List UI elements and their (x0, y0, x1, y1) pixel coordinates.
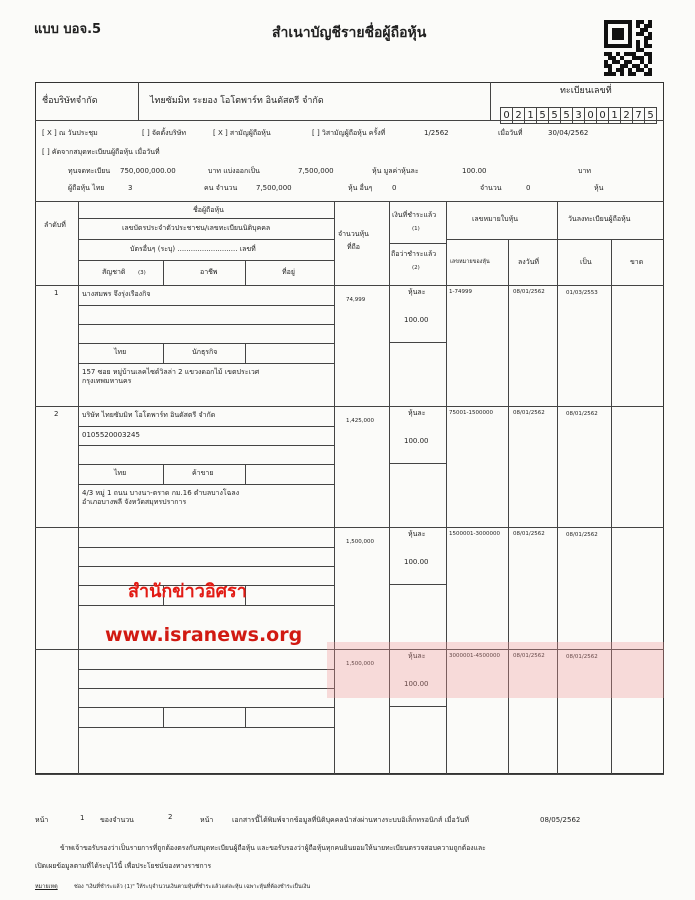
footer-certify-line1: ข้าพเจ้าขอรับรองว่าเป็นรายการที่ถูกต้องตรงกับสมุดทะเบียนผู้ถือหุ้น และขอรับรองว่าผู้ถือหุ้นทุกคนยินยอมให้นายทะเบียนตรวจสอบความถูกต้องและ (60, 844, 486, 852)
divider (78, 464, 334, 465)
per-share-value: 100.00 (404, 437, 429, 445)
header-shares-held: จำนวนหุ้น ที่ถือ (338, 230, 369, 251)
divider (78, 324, 334, 325)
divider (389, 243, 446, 244)
registration-digit: 5 (548, 107, 561, 124)
registration-date: 08/01/2562 (566, 411, 598, 417)
certificate-date: 08/01/2562 (513, 289, 545, 295)
header-share-numbers: เลขหมายใบหุ้น (472, 215, 518, 223)
other-holders-shares: 0 (526, 184, 531, 192)
footer-page-label: หน้า (35, 816, 49, 824)
watermark-url: www.isranews.org (105, 624, 303, 646)
holder-id: 0105520003245 (82, 431, 140, 439)
header-deemed-paid: ถือว่าชำระแล้ว (391, 250, 437, 258)
header-became: เป็น (580, 258, 592, 266)
option-register-copy: [ ] คัดจากสมุดทะเบียนผู้ถือหุ้น เมื่อวันที่ (42, 148, 160, 156)
option-extraordinary: [ ] วิสามัญผู้ถือหุ้น ครั้งที่ (312, 129, 386, 137)
per-share-label: หุ้นละ (408, 530, 426, 538)
header-share-number-sub: เลขหมายของหุ้น (450, 259, 490, 265)
divider (245, 464, 246, 484)
thai-holders-count: 3 (128, 184, 133, 192)
company-name: ไทยซัมมิท ระยอง โอโตพาร์ท อินดัสตรี จำกัด (150, 96, 324, 106)
per-share-value: 100.00 (404, 680, 429, 688)
thai-holders-label: ผู้ถือหุ้น ไทย (68, 184, 105, 192)
holder-name: นางสมพร จึงรุ่งเรืองกิจ (82, 290, 151, 298)
divider (78, 343, 334, 344)
holder-address: 157 ซอย หมู่บ้านเลคไซด์วิลล่า 2 แขวงดอกไม้ เขตประเวศ กรุงเทพมหานคร (82, 368, 260, 385)
row-seq: 1 (54, 289, 59, 297)
header-other-card: บัตรอื่นๆ (ระบุ) ........................... เลขที่ (130, 245, 256, 253)
meeting-date-label: เมื่อวันที่ (498, 129, 523, 137)
footer-of-label: ของจำนวน (100, 816, 134, 824)
registration-digit: 1 (608, 107, 621, 124)
divider (78, 239, 334, 240)
capital-share-value: 100.00 (462, 167, 487, 175)
divider (35, 201, 664, 202)
footer-page-number: 1 (80, 814, 85, 822)
capital-divided-label: บาท แบ่งออกเป็น (208, 167, 260, 175)
share-unit: หุ้น (594, 184, 604, 192)
shares-held: 1,425,000 (346, 418, 374, 424)
shares-held: 74,999 (346, 297, 366, 303)
divider (389, 706, 446, 707)
registration-date: 08/01/2562 (566, 654, 598, 660)
holder-occupation: นักธุรกิจ (192, 348, 218, 356)
registration-digit: 3 (572, 107, 585, 124)
divider (163, 260, 164, 285)
header-ceased: ขาด (630, 258, 644, 266)
divider (78, 566, 334, 567)
divider (78, 218, 334, 219)
divider (245, 343, 246, 363)
divider (245, 707, 246, 727)
header-id: เลขบัตรประจำตัวประชาชน/เลขทะเบียนนิติบุคคล (122, 224, 271, 232)
divider (78, 363, 334, 364)
shares-held: 1,500,000 (346, 661, 374, 667)
footer-remark-label: หมายเหตุ (35, 884, 58, 890)
thai-holders-shares: 7,500,000 (256, 184, 292, 192)
header-reg-date: วันลงทะเบียนผู้ถือหุ้น (568, 215, 631, 223)
header-sign-date: ลงวันที่ (518, 258, 540, 266)
holder-address: 4/3 หมู่ 1 ถนน บางนา-ตราด กม.16 ตำบลบางโฉลง อำเภอบางพลี จังหวัดสมุทรปราการ (82, 489, 240, 506)
thai-holders-unit: คน จำนวน (204, 184, 238, 192)
header-paid-note: (1) (412, 226, 420, 232)
divider (78, 707, 334, 708)
divider (163, 464, 164, 484)
other-amount-label: จำนวน (480, 184, 502, 192)
watermark-agency: สำนักข่าวอิศรา (128, 581, 247, 602)
per-share-label: หุ้นละ (408, 409, 426, 417)
registration-date: 08/01/2562 (566, 532, 598, 538)
header-nationality: สัญชาติ (102, 268, 126, 276)
per-share-value: 100.00 (404, 558, 429, 566)
divider (78, 426, 334, 427)
divider (78, 688, 334, 689)
company-label: ชื่อบริษัทจำกัด (42, 96, 98, 106)
qr-code-icon (604, 20, 652, 76)
holder-name: บริษัท ไทยซัมมิท โอโตพาร์ท อินดัสตรี จำกัด (82, 411, 216, 419)
registration-digit: 0 (596, 107, 609, 124)
registration-digit: 5 (536, 107, 549, 124)
divider (446, 239, 664, 240)
shares-held: 1,500,000 (346, 539, 374, 545)
footer-certify-line2: เปิดเผยข้อมูลตามที่ได้ระบุไว้นี้ เพื่อประโยชน์ของทางราชการ (35, 862, 212, 870)
divider (389, 463, 446, 464)
registration-digit: 0 (500, 107, 513, 124)
registration-digit: 2 (620, 107, 633, 124)
registration-digit: 7 (632, 107, 645, 124)
capital-amount: 750,000,000.00 (120, 167, 176, 175)
header-nationality-note: (3) (138, 270, 146, 276)
divider (78, 727, 334, 728)
highlight-box (327, 642, 664, 698)
registration-digit: 0 (584, 107, 597, 124)
footer-total-pages: 2 (168, 813, 173, 821)
footer-electronic-date: 08/05/2562 (540, 816, 581, 824)
divider (389, 584, 446, 585)
divider (245, 260, 246, 285)
certificate-date: 08/01/2562 (513, 653, 545, 659)
divider (78, 305, 334, 306)
divider (78, 547, 334, 548)
registration-label: ทะเบียนเลขที่ (560, 86, 612, 96)
other-holders-count: 0 (392, 184, 397, 192)
divider (35, 774, 664, 775)
divider (78, 445, 334, 446)
divider (78, 605, 334, 606)
registration-digit: 1 (524, 107, 537, 124)
form-code: แบบ บอจ.5 (34, 22, 102, 37)
row-seq: 2 (54, 410, 59, 418)
document-title: สำเนาบัญชีรายชื่อผู้ถือหุ้น (272, 25, 427, 41)
header-deemed-note: (2) (412, 265, 420, 271)
registration-digit: 5 (644, 107, 657, 124)
share-number-range: 3000001-4500000 (449, 653, 500, 659)
capital-shares: 7,500,000 (298, 167, 334, 175)
certificate-date: 08/01/2562 (513, 410, 545, 416)
divider (490, 82, 491, 120)
divider (163, 343, 164, 363)
divider (163, 707, 164, 727)
divider (78, 484, 334, 485)
option-establish: [ ] จัดตั้งบริษัท (142, 129, 186, 137)
registration-digit: 5 (560, 107, 573, 124)
divider (78, 260, 334, 261)
per-share-label: หุ้นละ (408, 652, 426, 660)
holder-nationality: ไทย (114, 348, 127, 356)
capital-currency: บาท (578, 167, 591, 175)
header-occupation: อาชีพ (200, 268, 218, 276)
header-name: ชื่อผู้ถือหุ้น (193, 206, 224, 214)
holder-nationality: ไทย (114, 469, 127, 477)
certificate-date: 08/01/2562 (513, 531, 545, 537)
meeting-date: 30/04/2562 (548, 129, 589, 137)
other-holders-label: หุ้น อื่นๆ (348, 184, 373, 192)
footer-electronic-note: เอกสารนี้ได้พิมพ์จากข้อมูลที่นิติบุคคลนำส่งผ่านทางระบบอิเล็กทรอนิกส์ เมื่อวันที่ (232, 816, 470, 824)
header-address: ที่อยู่ (282, 268, 295, 276)
per-share-label: หุ้นละ (408, 288, 426, 296)
share-number-range: 1-74999 (449, 289, 472, 295)
capital-label: ทุนจดทะเบียน (68, 167, 111, 175)
registration-date: 01/03/2553 (566, 290, 598, 296)
divider (389, 342, 446, 343)
header-seq: ลำดับที่ (44, 221, 66, 229)
meeting-number: 1/2562 (424, 129, 449, 137)
registration-digit: 2 (512, 107, 525, 124)
divider (35, 527, 664, 528)
divider (35, 285, 664, 286)
footer-remark: ช่อง "เงินที่ชำระแล้ว (1)" ให้ระบุจำนวนเงินตามหุ้นที่ชำระแล้วแต่ละหุ้น เฉพาะหุ้นที่ต้องชำระเป็นเงิน (74, 884, 311, 890)
divider (35, 406, 664, 407)
divider (138, 82, 139, 120)
holder-occupation: ค้าขาย (192, 469, 214, 477)
capital-per-share-label: หุ้น มูลค่าหุ้นละ (372, 167, 419, 175)
footer-page-unit: หน้า (200, 816, 214, 824)
header-paid: เงินที่ชำระแล้ว (392, 211, 437, 219)
divider (78, 669, 334, 670)
share-number-range: 75001-1500000 (449, 410, 493, 416)
option-meeting: [ X ] ณ วันประชุม (42, 129, 98, 137)
option-ordinary: [ X ] สามัญผู้ถือหุ้น (213, 129, 271, 137)
share-number-range: 1500001-3000000 (449, 531, 500, 537)
per-share-value: 100.00 (404, 316, 429, 324)
